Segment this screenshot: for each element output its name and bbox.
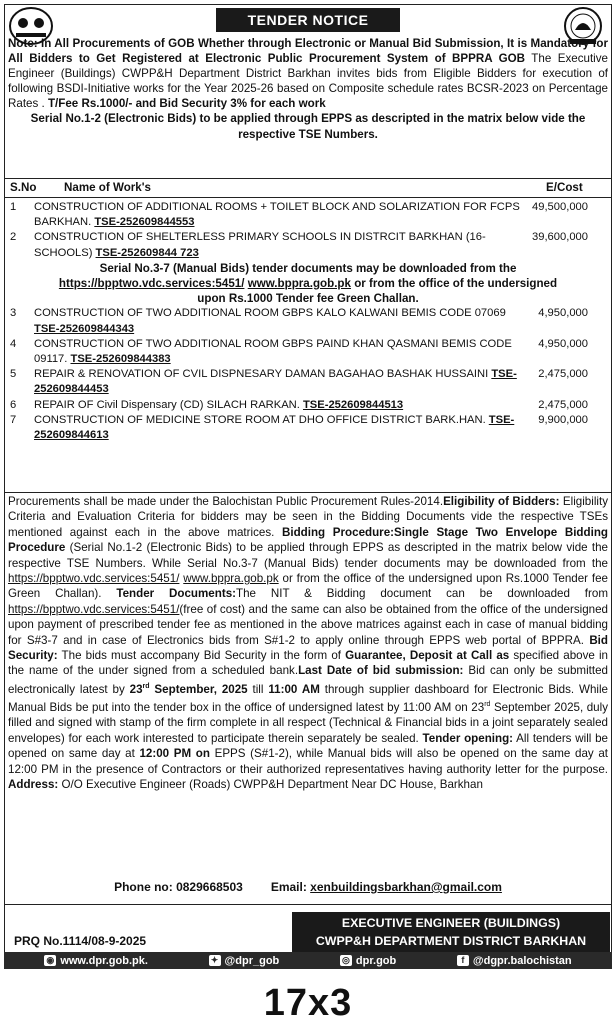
documents-heading: Tender Documents: — [116, 587, 237, 601]
epps-link[interactable]: https://bpptwo.vdc.services:5451/ — [58, 277, 245, 291]
phone-number: Phone no: 0829668503 — [114, 880, 243, 894]
table-row: 2 CONSTRUCTION OF SHELTERLESS PRIMARY SCHOOLS IN DISTRCIT BARKHAN (16-SCHOOLS) TSE-252609844 723 39,600,000 — [10, 231, 588, 259]
footer-facebook[interactable]: f @dgpr.balochistan — [457, 955, 572, 967]
last-date-heading: Last Date of bid submission: — [298, 664, 464, 678]
epps-link[interactable]: https://bpptwo.vdc.services:5451/ — [8, 602, 180, 616]
globe-icon: ◉ — [44, 955, 56, 966]
divider — [4, 492, 612, 493]
works-table — [8, 200, 608, 443]
divider — [4, 197, 612, 198]
email-link[interactable]: xenbuildingsbarkhan@gmail.com — [310, 880, 502, 894]
divider — [4, 904, 612, 905]
footer-website[interactable]: ◉ www.dpr.gob.pk. — [44, 955, 148, 967]
tse-number: TSE-252609844513 — [302, 398, 404, 411]
signature-block: EXECUTIVE ENGINEER (BUILDINGS) CWPP&H DEPARTMENT DISTRICT BARKHAN — [292, 912, 610, 952]
table-row: 1 CONSTRUCTION OF ADDITIONAL ROOMS + TOILET BLOCK AND SOLARIZATION FOR FCPS BARKHAN. TSE-252609844553 49,500,000 — [10, 201, 588, 229]
page-title: TENDER NOTICE — [216, 8, 400, 32]
serial-note: Serial No.1-2 (Electronic Bids) to be applied through EPPS as descripted in the matrix below vide the respective TSE Numbers. — [30, 112, 586, 141]
col-sno: S.No — [10, 181, 37, 194]
terms-paragraph: Procurements shall be made under the Balochistan Public Procurement Rules-2014.Eligibility of Bidders: Eligibility Criteria and Evaluation Criteria for bidders may be seen in the Bidding Documents vide the respective TSEs mentioned against each in the above matrices. Bidding Procedure:Single Stage Two Envelope Bidding Procedure (Serial No.1-2 (Electronic Bids) to be applied through EPPS as descripted in the matrix below vide the respective TSE Numbers. While Serial No.3-7 (Manual Bids) tender documents may be downloaded from the https://bpptwo.vdc.services:5451/ www.bppra.gob.pk or from the office of the undersigned upon Rs.1000 Tender fee Green Challan). Tender Documents:The NIT & Bidding document can be downloaded from https://bpptwo.vdc.services:5451/(free of cost) and the same can also be obtained from the office of the undersigned upon payment of prescribed tender fee as mentioned in the above matrices against each in case of manual bidding for S#3-7 and in case of Electronics bids from S#1-2 to apply online through EPPS web portal of BPPRA. Bid Security: The bids must accompany Bid Security in the form of Guarantee, Deposit at Call as specified above in the name of the under signed from a scheduled bank.Last Date of bid submission: Bid can only be submitted electronically latest by 23rd September, 2025 till 11:00 AM through supplier dashboard for Electronic Bids. While Manual Bids be put into the tender box in the office of undersigned latest by 11:00 AM on 23rd September 2025, duly filled and signed with stamp of the firm complete in all respect (Technical & Financial bids in a joint separately sealed envelopes) for each work interested to participate therein separately be sealed. Tender opening: All tenders will be opened on same day at 12:00 PM on EPPS (S#1-2), while Manual bids will also be opened on the same day at 12:00 PM in the presence of Contractors or their authorized representatives having authority letter for the purpose. Address: O/O Executive Engineer (Roads) CWPP&H Department Near DC House, Barkhan — [8, 495, 609, 792]
manual-bids-note: Serial No.3-7 (Manual Bids) tender documents may be downloaded from the https://bpptwo.vdc.services:5451/ www.bppra.gob.pk or from the office of the undersigned upon Rs.1000 Tender fee Green Challan. — [58, 261, 558, 306]
divider — [4, 178, 612, 179]
tse-number: TSE-252609844343 — [34, 322, 135, 335]
mandatory-note: Note: In All Procurements of GOB Whether through Electronic or Manual Bid Submission, It is Mandatory for All Bidders to Get Registered at Electronic Public Procurement System of BPPRA GOB — [8, 37, 608, 66]
intro-paragraph — [8, 36, 608, 142]
table-row: 3 CONSTRUCTION OF TWO ADDITIONAL ROOM GBPS KALO KALWANI BEMIS CODE 07069 TSE-252609844343 4,950,000 — [10, 307, 588, 335]
tse-number: TSE-252609844553 — [94, 216, 195, 229]
footer-instagram[interactable]: ◎ dpr.gob — [340, 955, 396, 967]
ad-size-label: 17x3 — [263, 982, 353, 1024]
instagram-icon: ◎ — [340, 955, 352, 966]
table-row: 7 CONSTRUCTION OF MEDICINE STORE ROOM AT DHO OFFICE DISTRICT BARK.HAN. TSE-252609844613 9,900,000 — [10, 413, 588, 442]
table-header — [8, 181, 608, 196]
address-heading: Address: — [8, 778, 59, 792]
tse-number: TSE-252609844 723 — [95, 246, 199, 259]
col-cost: E/Cost — [546, 181, 583, 194]
tse-number: TSE-252609844613 — [34, 413, 515, 442]
tse-number: TSE-252609844453 — [34, 368, 517, 396]
bppra-link[interactable]: www.bppra.gob.pk — [183, 572, 279, 586]
security-heading: Bid Security: — [8, 633, 608, 663]
col-name: Name of Work's — [64, 181, 151, 194]
intro-body: The Executive Engineer (Buildings) CWPP&H Department District Barkhan invites bids from Eligible Bidders for execution of following BSDI-Initiative works for the Year 2025-26 based on Composite schedule rates BCSR-2023 on Percentage Rates . — [8, 52, 608, 111]
twitter-icon: ✦ — [209, 955, 221, 966]
prq-number: PRQ No.1114/08-9-2025 — [14, 934, 147, 948]
bppra-link[interactable]: www.bppra.gob.pk — [247, 277, 351, 291]
footer-bar — [4, 952, 612, 969]
table-row: 6 REPAIR OF Civil Dispensary (CD) SILACH RARKAN. TSE-252609844513 2,475,000 — [10, 398, 588, 411]
fee-note: T/Fee Rs.1000/- and Bid Security 3% for each work — [47, 97, 326, 111]
opening-heading: Tender opening: — [422, 731, 514, 745]
epps-link[interactable]: https://bpptwo.vdc.services:5451/ — [8, 572, 180, 586]
eligibility-heading: Eligibility of Bidders: — [443, 495, 560, 508]
notice-frame — [4, 4, 612, 968]
table-row: 5 REPAIR & RENOVATION OF CVIL DISPNESARY DAMAN BAGAHAO BASHAK HUSSAINI TSE-252609844453 2,475,000 — [10, 368, 588, 396]
procedure-heading: Bidding Procedure:Single Stage Two Envelope Bidding Procedure — [8, 525, 608, 555]
footer-twitter[interactable]: ✦ @dpr_gob — [209, 955, 280, 967]
contact-line: Phone no: 0829668503 Email: xenbuildingsbarkhan@gmail.com — [114, 880, 502, 894]
tse-number: TSE-252609844383 — [70, 353, 171, 366]
facebook-icon: f — [457, 955, 469, 966]
table-row: 4 CONSTRUCTION OF TWO ADDITIONAL ROOM GBPS PAIND KHAN QASMANI BEMIS CODE 09117. TSE-252609844383 4,950,000 — [10, 337, 588, 366]
